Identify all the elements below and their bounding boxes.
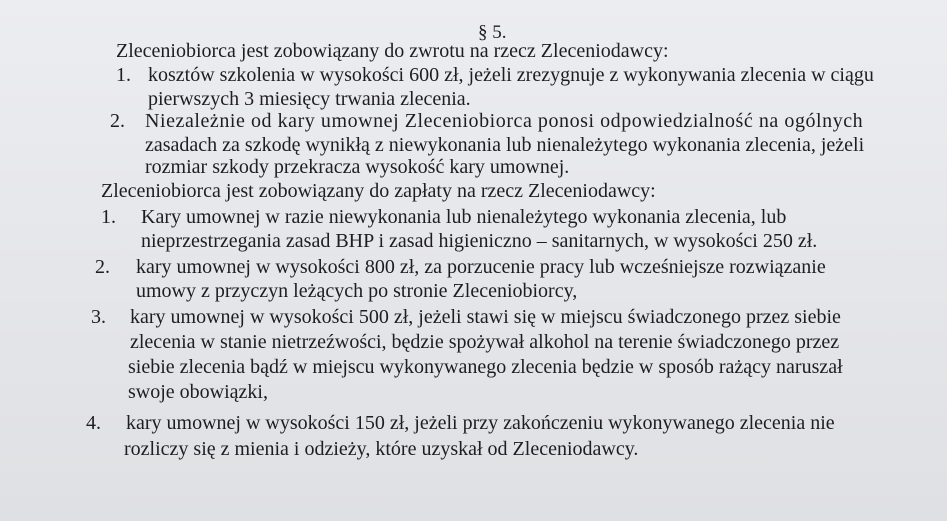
item-line: siebie zlecenia bądź w miejscu wykonywanego zlecenia będzie w sposób rażący naruszał — [128, 356, 843, 378]
item-line: kary umownej w wysokości 500 zł, jeżeli stawi się w miejscu świadczonego przez siebie — [130, 306, 841, 328]
item-number: 2. — [110, 110, 125, 132]
item-number: 3. — [91, 306, 106, 328]
item-line: rozliczy się z mienia i odzieży, które uzyskał od Zleceniodawcy. — [124, 438, 639, 460]
item-line: kary umownej w wysokości 800 zł, za porzucenie pracy lub wcześniejsze rozwiązanie — [136, 256, 826, 278]
section-a-intro: Zleceniobiorca jest zobowiązany do zwrotu na rzecz Zleceniodawcy: — [116, 40, 669, 62]
item-line: swoje obowiązki, — [128, 381, 268, 403]
item-line: Kary umownej w razie niewykonania lub nienależytego wykonania zlecenia, lub — [141, 206, 787, 228]
item-line: zlecenia w stanie nietrzeźwości, będzie spożywał alkohol na terenie świadczonego przez — [130, 331, 840, 353]
item-line: pierwszych 3 miesięcy trwania zlecenia. — [148, 88, 471, 110]
item-line: zasadach za szkodę wynikłą z niewykonania lub nienależytego wykonania zlecenia, jeżeli — [145, 134, 865, 156]
item-number: 4. — [86, 412, 101, 434]
section-heading: § 5. — [478, 22, 507, 43]
section-b-intro: Zleceniobiorca jest zobowiązany do zapłaty na rzecz Zleceniodawcy: — [101, 180, 656, 202]
item-line: Niezależnie od kary umownej Zleceniobiorca ponosi odpowiedzialność na ogólnych — [145, 110, 864, 132]
item-line: umowy z przyczyn leżących po stronie Zleceniobiorcy, — [136, 280, 578, 302]
item-line: rozmiar szkody przekracza wysokość kary umownej. — [145, 156, 570, 178]
item-number: 2. — [95, 256, 110, 278]
item-number: 1. — [116, 64, 131, 86]
item-number: 1. — [101, 206, 116, 228]
item-line: nieprzestrzegania zasad BHP i zasad higieniczno – sanitarnych, w wysokości 250 zł. — [141, 230, 818, 252]
item-line: kosztów szkolenia w wysokości 600 zł, jeżeli zrezygnuje z wykonywania zlecenia w ciągu — [148, 64, 874, 86]
item-line: kary umownej w wysokości 150 zł, jeżeli przy zakończeniu wykonywanego zlecenia nie — [126, 412, 835, 434]
